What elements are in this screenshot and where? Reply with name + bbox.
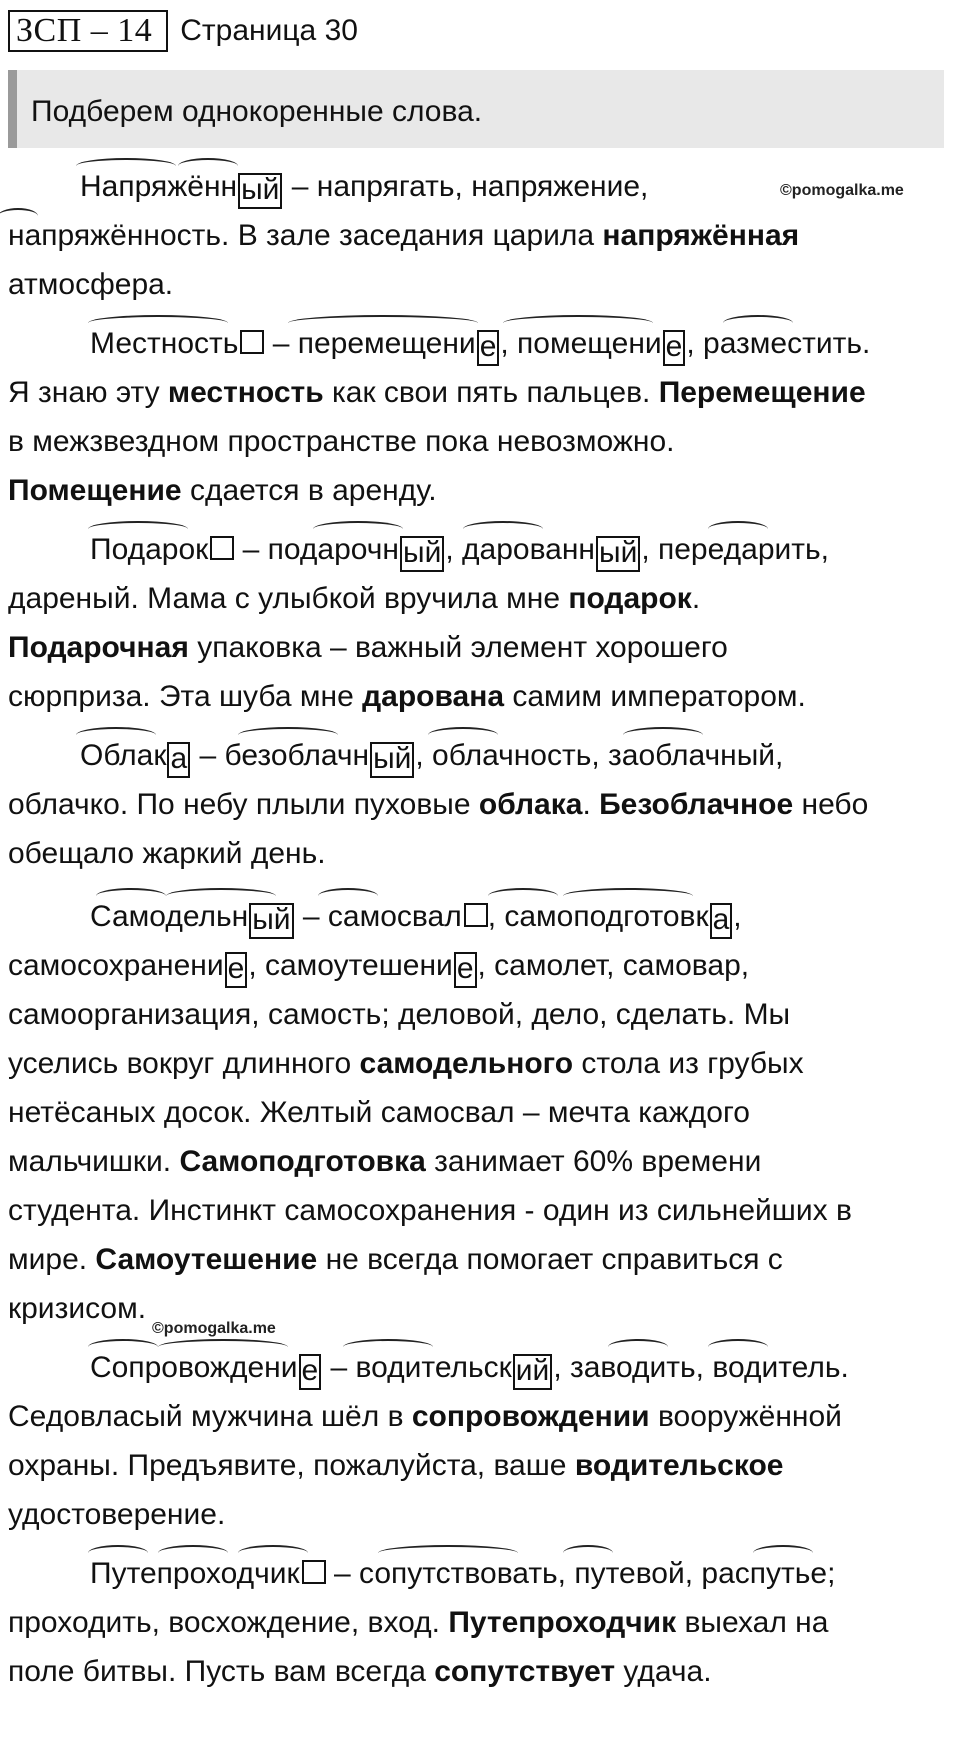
root-arc <box>378 1545 518 1561</box>
bold-word: Путепроходчик <box>448 1606 677 1639</box>
bold-word: Подарочная <box>8 631 189 664</box>
ending-box: а <box>167 742 190 778</box>
ending-box: ий <box>513 1354 553 1390</box>
root-arc <box>76 727 156 743</box>
text: , облачность, заоблачный, <box>415 739 784 772</box>
text: дареный. Мама с улыбкой вручила мне <box>8 582 569 615</box>
root-arc <box>88 315 228 331</box>
root-arc <box>608 1339 668 1355</box>
root-arc <box>623 727 703 743</box>
ending-box: ый <box>238 173 282 209</box>
bold-word: Самоутешение <box>95 1243 318 1276</box>
text: , заводить, водитель. <box>553 1351 849 1384</box>
ending-box: ый <box>370 742 414 778</box>
text: стола из грубых <box>573 1047 804 1080</box>
ending-box: е <box>663 330 686 366</box>
root-arc <box>88 521 188 537</box>
text: – самосвал <box>294 900 462 933</box>
root-arc <box>313 521 403 537</box>
text: . <box>582 788 600 821</box>
ending-box: е <box>477 330 500 366</box>
text: , самолет, самовар, <box>477 949 750 982</box>
bold-word: Помещение <box>8 474 182 507</box>
paragraph-mestnost <box>8 319 956 515</box>
text: , помещени <box>500 327 662 360</box>
text: облачко. По небу плыли пуховые <box>8 788 479 821</box>
root-arc <box>318 888 378 904</box>
zero-ending-box <box>210 536 234 560</box>
text: Седовласый мужчина шёл в <box>8 1400 412 1433</box>
word-root: Путепроходчик <box>90 1557 300 1590</box>
text: занимает 60% времени <box>425 1145 762 1178</box>
text: – подарочн <box>234 533 400 566</box>
bold-word: Самоподготовка <box>179 1145 426 1178</box>
root-arc <box>158 1339 288 1355</box>
watermark: ©pomogalka.me <box>780 182 904 199</box>
word-root: Самодельн <box>90 900 249 933</box>
bold-word: Перемещение <box>658 376 866 409</box>
text: самосохранени <box>8 949 224 982</box>
text: небо <box>793 788 869 821</box>
text: охраны. Предъявите, пожалуйста, ваше <box>8 1449 575 1482</box>
ending-box: а <box>710 903 733 939</box>
bold-word: Безоблачное <box>599 788 794 821</box>
text: , передарить, <box>641 533 829 566</box>
root-arc <box>343 1339 433 1355</box>
paragraph-samodelny <box>8 892 956 1333</box>
task-banner: Подберем однокоренные слова. <box>8 70 944 148</box>
prefix-arc <box>96 888 166 904</box>
root-arc <box>503 315 653 331</box>
ending-box: е <box>225 952 248 988</box>
text: , разместить. <box>686 327 871 360</box>
text: поле битвы. Пусть вам всегда <box>8 1655 435 1688</box>
text: как свои пять пальцев. <box>323 376 659 409</box>
root-arc <box>563 1545 613 1561</box>
text: атмосфера. <box>8 268 174 301</box>
word-root: Местность <box>90 327 239 360</box>
paragraph-puteprokhodchik <box>8 1549 956 1696</box>
root-arc <box>753 1545 813 1561</box>
zero-ending-box <box>240 330 264 354</box>
root-arc <box>708 521 768 537</box>
ending-box: е <box>454 952 477 988</box>
root-arc <box>563 888 693 904</box>
root-arc <box>723 315 793 331</box>
text: мальчишки. <box>8 1145 180 1178</box>
bold-word: местность <box>167 376 324 409</box>
bold-word: сопровождении <box>411 1400 650 1433</box>
text: , самоутешени <box>248 949 453 982</box>
text: кризисом. <box>8 1292 147 1325</box>
text: выехал на <box>676 1606 829 1639</box>
zero-ending-box <box>302 1560 326 1584</box>
ending-box: ый <box>400 536 444 572</box>
text: – перемещени <box>264 327 476 360</box>
text: нетёсаных досок. Желтый самосвал – мечта каждого <box>8 1096 750 1129</box>
text: самоорганизация, самость; деловой, дело, сделать. Мы <box>8 998 791 1031</box>
paragraph-soprovozhdenie <box>8 1343 956 1539</box>
text: сюрприза. Эта шуба мне <box>8 680 363 713</box>
root-arc <box>463 521 543 537</box>
text: . <box>691 582 701 615</box>
word-root: Напряжённ <box>80 170 238 203</box>
word-root: Сопровождени <box>90 1351 298 1384</box>
text: , дарованн <box>445 533 595 566</box>
text: упаковка – важный элемент хорошего <box>188 631 728 664</box>
suffix-arc <box>178 158 238 174</box>
bold-word: самодельного <box>359 1047 574 1080</box>
root-arc <box>238 727 338 743</box>
paragraph-oblaka <box>8 731 956 878</box>
text: в межзвездном пространстве пока невозможно. <box>8 425 675 458</box>
word-root: Подарок <box>90 533 209 566</box>
text: – сопутствовать, путевой, распутье; <box>325 1557 836 1590</box>
paragraph-podarok <box>8 525 956 721</box>
bold-word: сопутствует <box>434 1655 616 1688</box>
exercise-code: ЗСП – 14 <box>8 10 168 52</box>
text: не всегда помогает справиться с <box>317 1243 783 1276</box>
text: удостоверение. <box>8 1498 226 1531</box>
root-arc <box>238 1545 308 1561</box>
text: , <box>733 900 742 933</box>
text: вооружённой <box>649 1400 842 1433</box>
root-arc <box>166 888 276 904</box>
bold-word: дарована <box>362 680 505 713</box>
root-arc <box>488 888 558 904</box>
bold-word: подарок <box>568 582 692 615</box>
bold-word: водительское <box>574 1449 784 1482</box>
bold-word: напряжённая <box>602 219 800 252</box>
page-header <box>8 10 358 52</box>
answer-content <box>8 152 956 1706</box>
watermark: ©pomogalka.me <box>152 1320 276 1337</box>
text: обещало жаркий день. <box>8 837 326 870</box>
text: – безоблачн <box>191 739 370 772</box>
bold-word: облака <box>478 788 583 821</box>
text: самим императором. <box>504 680 806 713</box>
root-arc <box>158 1545 228 1561</box>
text: Я знаю эту <box>8 376 168 409</box>
ending-box: е <box>299 1354 322 1390</box>
text: напряжённость. В зале заседания царила <box>8 219 603 252</box>
word-root: Облак <box>80 739 167 772</box>
paragraph-napryazhenny <box>8 162 956 309</box>
text: студента. Инстинкт самосохранения - один из сильнейших в <box>8 1194 852 1227</box>
text: – водительск <box>322 1351 512 1384</box>
text: удача. <box>615 1655 712 1688</box>
ending-box: ый <box>249 903 293 939</box>
text: – напрягать, напряжение, <box>283 170 649 203</box>
text: уселись вокруг длинного <box>8 1047 360 1080</box>
ending-box: ый <box>596 536 640 572</box>
root-arc <box>76 158 176 174</box>
root-arc <box>88 1545 148 1561</box>
text: , самоподготовк <box>487 900 709 933</box>
root-arc <box>428 727 498 743</box>
root-arc <box>288 315 478 331</box>
text: мире. <box>8 1243 96 1276</box>
zero-ending-box <box>464 903 488 927</box>
text: сдается в аренду. <box>181 474 437 507</box>
prefix-arc <box>0 208 38 224</box>
page-number: Страница 30 <box>180 14 358 47</box>
text: проходить, восхождение, вход. <box>8 1606 449 1639</box>
prefix-arc <box>88 1339 158 1355</box>
root-arc <box>708 1339 768 1355</box>
